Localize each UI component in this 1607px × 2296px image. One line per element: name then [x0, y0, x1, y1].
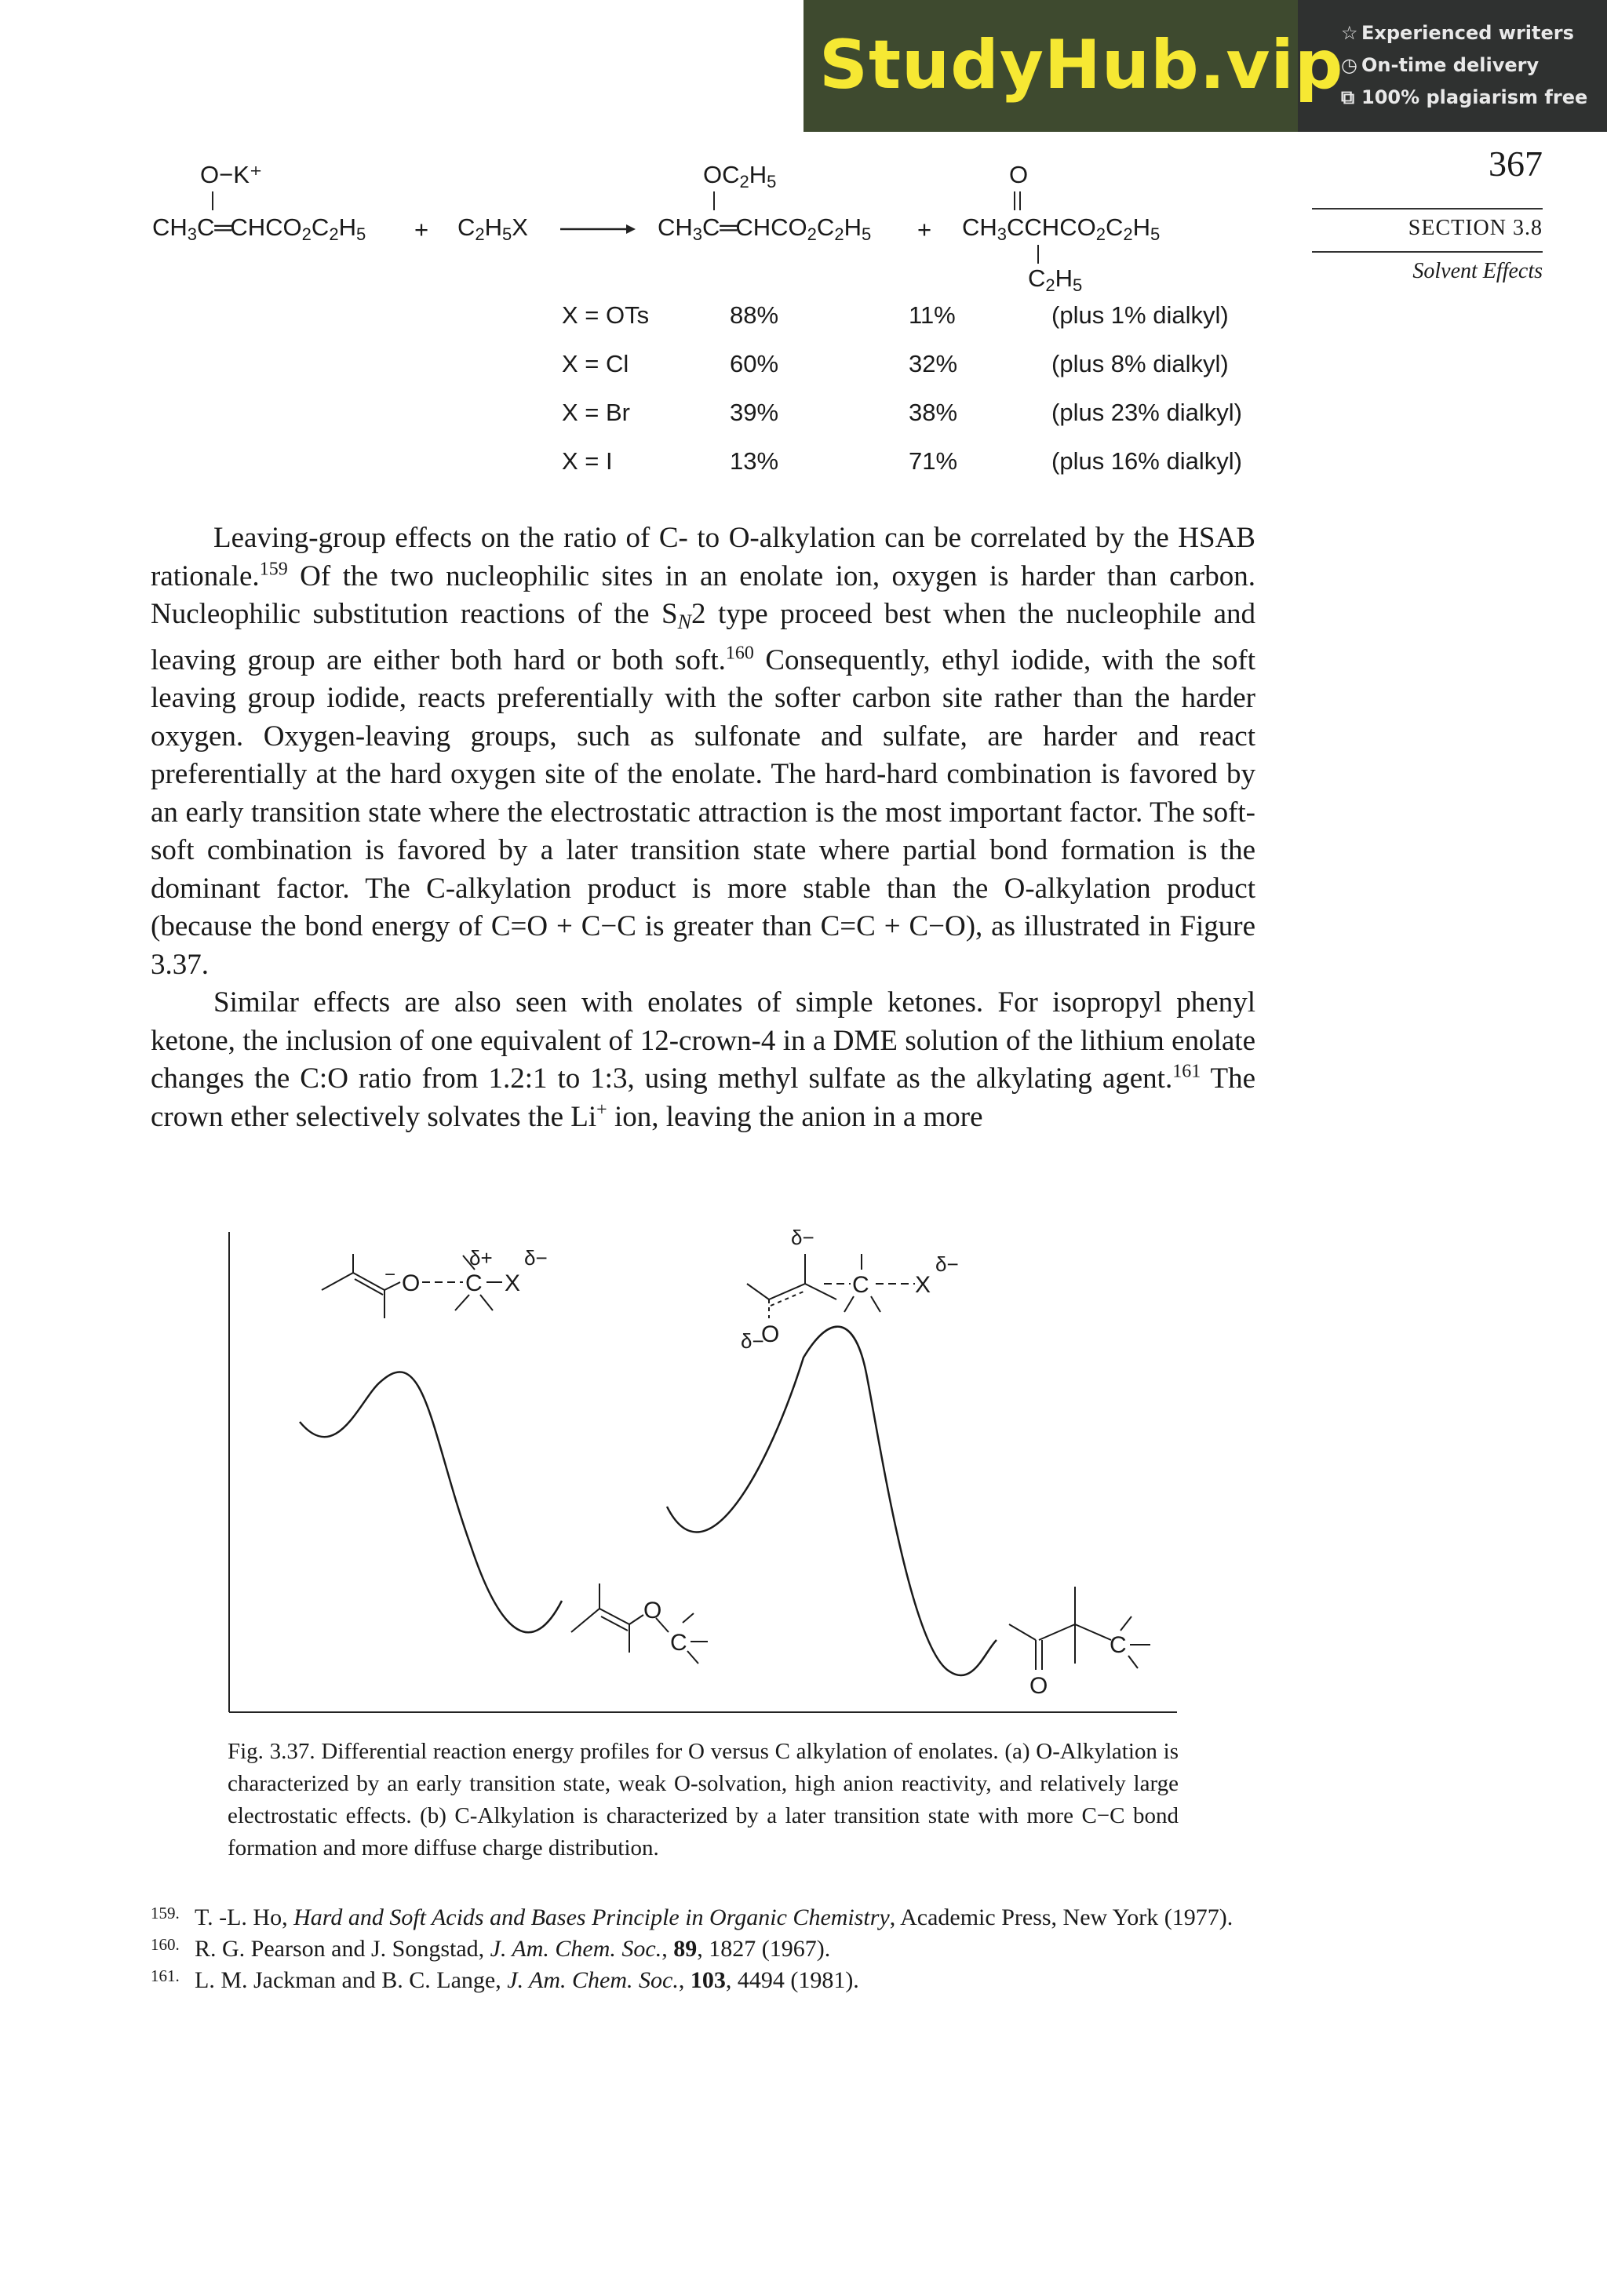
product2: $CH_3CCHCO_2C_2H_5$ [962, 213, 1161, 244]
table-row-o-yield: 39% [730, 399, 779, 426]
c-alkylation-curve [667, 1327, 997, 1675]
page-number: 367 [1489, 144, 1543, 184]
plus-sign-1: + [414, 216, 429, 243]
late-transition-state [747, 1254, 915, 1318]
c-alkylation-product [1009, 1587, 1150, 1670]
footnote-160: 160. R. G. Pearson and J. Songstad, J. Am. Chem. Soc., 89, 1827 (1967). [151, 1935, 831, 1962]
bond-line [1019, 191, 1021, 210]
atom-label: O [761, 1321, 780, 1347]
figure-caption: Fig. 3.37. Differential reaction energy profiles for O versus C alkylation of enolates. (a) O-Alkylation is characterized by an early transition state, weak O-solvation, high anion reactivity, and relatively large electrostatic effects. (b) C-Alkylation is characterized by a later transition state with more C−C bond formation and more diffuse charge distribution. [228, 1739, 1179, 1860]
banner-logo-area [804, 0, 1344, 132]
paragraph-2: Similar effects are also seen with enolates of simple ketones. For isopropyl phenyl ketone, the inclusion of one equivalent of 12-crown-4 in a DME solution of the lithium enolate changes the C:O ratio from 1.2:1 to 1:3, using methyl sulfate as the alkylating agent.$^{161}$ The crown ether selectively solvates the Li+ ion, leaving the anion in a more [151, 986, 1255, 1133]
table-row-o-yield: 60% [730, 350, 779, 377]
atom-label: C [852, 1272, 869, 1298]
table-row-c-yield: 11% [909, 301, 956, 329]
table-row-note: (plus 16% dialkyl) [1051, 447, 1242, 475]
product1: $CH_3C═CHCO_2C_2H_5$ [658, 213, 872, 244]
table-row-x: X = Cl [562, 350, 629, 377]
table-row-o-yield: 13% [730, 447, 779, 475]
reactant2: $C_2H_5X$ [457, 213, 528, 244]
banner-feature-3: ⧉ 100% plagiarism free [1341, 86, 1588, 108]
clock-icon: ◷ [1341, 54, 1357, 76]
partial-charge-label: δ− [741, 1329, 764, 1353]
o-alkylation-product [571, 1584, 708, 1664]
o-alkylation-curve [300, 1372, 562, 1632]
energy-profile-figure [220, 1216, 1193, 1726]
atom-label: C [465, 1270, 483, 1296]
plus-sign-2: + [917, 216, 932, 243]
atom-label: X [505, 1270, 521, 1296]
table-row-c-yield: 32% [909, 350, 958, 377]
banner-feature-1: ☆ Experienced writers [1341, 22, 1574, 44]
atom-label: O [402, 1270, 421, 1296]
table-row-note: (plus 8% dialkyl) [1051, 350, 1229, 377]
bond-line [1014, 191, 1015, 210]
footnote-161: 161. L. M. Jackman and B. C. Lange, J. Am. Chem. Soc., 103, 4494 (1981). [151, 1966, 859, 1993]
table-row-c-yield: 38% [909, 399, 958, 426]
bond-line [1037, 245, 1039, 264]
reactant1: $CH_3C═CHCO_2C_2H_5$ [152, 213, 366, 244]
partial-charge-label: δ− [524, 1246, 548, 1270]
section-label: SECTION 3.8 [1408, 216, 1543, 240]
star-icon: ☆ [1341, 22, 1358, 44]
table-row-c-yield: 71% [909, 447, 958, 475]
citation[interactable]: 161 [1172, 1061, 1201, 1082]
body-text [151, 519, 1255, 1136]
product2-carbonyl-oxygen: O [1009, 161, 1029, 188]
table-row-o-yield: 88% [730, 301, 779, 329]
atom-label: C [1110, 1632, 1127, 1658]
citation[interactable]: 159 [259, 559, 288, 580]
reaction-arrow [559, 221, 637, 237]
table-row-x: X = OTs [562, 301, 650, 329]
copy-icon: ⧉ [1341, 86, 1355, 108]
product1-substituent: $OC_2H_5$ [703, 161, 777, 191]
reactant1-substituent: O−K⁺ [200, 161, 263, 188]
atom-label: O [643, 1598, 662, 1624]
atom-label: O [1029, 1673, 1048, 1699]
section-title: Solvent Effects [1412, 259, 1543, 283]
bond-line [713, 191, 715, 210]
table-row-note: (plus 23% dialkyl) [1051, 399, 1242, 426]
product2-ethyl: $C_2H_5$ [1028, 264, 1083, 295]
table-row-x: X = I [562, 447, 613, 475]
header-rule-bottom [1312, 251, 1543, 253]
ad-banner[interactable] [804, 0, 1607, 132]
partial-charge-label: − [384, 1264, 396, 1285]
partial-charge-label: δ− [935, 1252, 959, 1276]
footnotes [151, 1902, 1255, 1996]
partial-charge-label: δ+ [469, 1246, 493, 1270]
atom-label: C [670, 1630, 687, 1656]
atom-label: X [915, 1272, 931, 1298]
header-rule-top [1312, 208, 1543, 210]
table-row-note: (plus 1% dialkyl) [1051, 301, 1229, 329]
banner-logo[interactable]: StudyHub.vip [819, 26, 1344, 104]
footnote-159: 159. T. -L. Ho, Hard and Soft Acids and Bases Principle in Organic Chemistry, Academic Press, New York (1977). [151, 1904, 1233, 1930]
banner-feature-2: ◷ On-time delivery [1341, 54, 1540, 76]
bond-line [212, 191, 213, 210]
citation[interactable]: 160 [725, 643, 754, 664]
table-row-x: X = Br [562, 399, 631, 426]
partial-charge-label: δ− [791, 1226, 814, 1249]
paragraph-1: Leaving-group effects on the ratio of C- to O-alkylation can be correlated by the HSAB rationale.$^{159}$ Of the two nucleophilic sites in an enolate ion, oxygen is harder than carbon. Nucleophilic substitution reactions of the SN2 type proceed best when the nucleophile and leaving group are either both hard or both soft.$^{160}$ Consequently, ethyl iodide, with the soft leaving group iodide, reacts preferentially with the softer carbon site rather than the harder oxygen. Oxygen-leaving groups, such as sulfonate and sulfate, are harder and react preferentially at the hard oxygen site of the enolate. The hard-hard combination is favored by an early transition state where the electrostatic attraction is the most important factor. The soft-soft combination is favored by a later transition state where partial bond formation is the dominant factor. The C-alkylation product is more stable than the O-alkylation product (because the bond energy of C=O + C−C is greater than C=C + C−O), as illustrated in Figure 3.37. [151, 522, 1256, 981]
